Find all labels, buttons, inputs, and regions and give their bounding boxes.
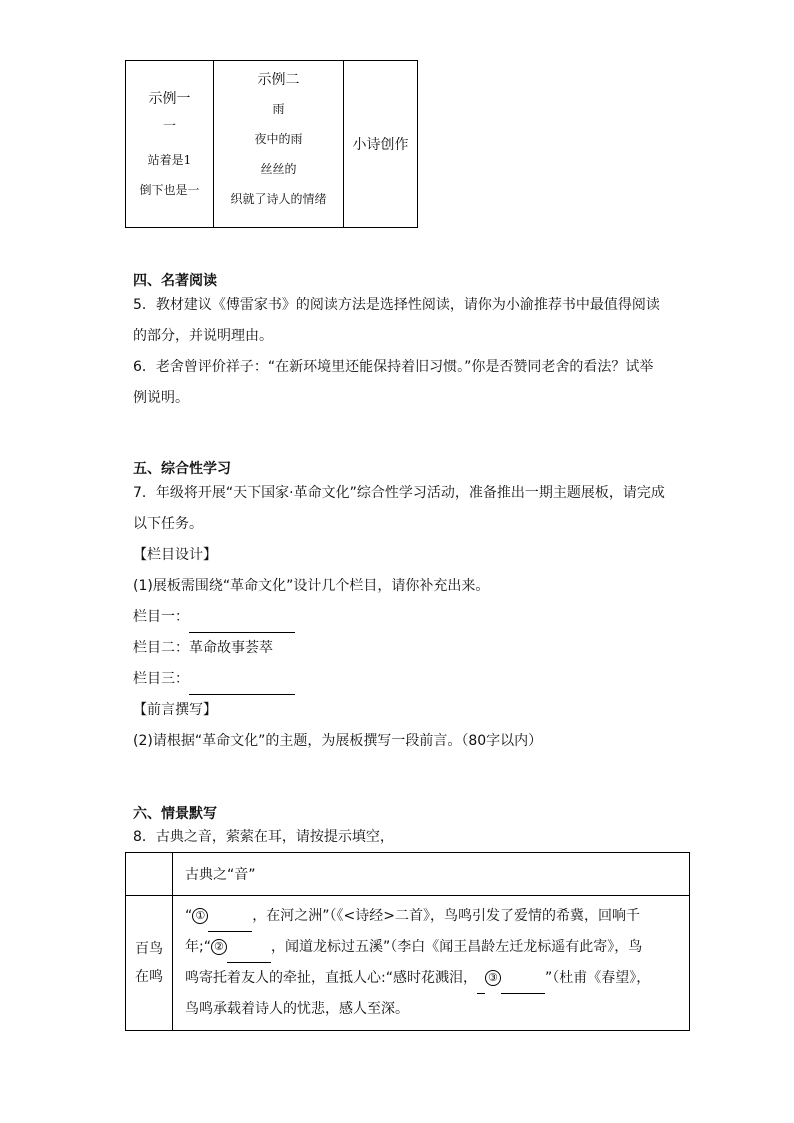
question-6	[133, 352, 693, 414]
answer-blank-3[interactable]	[501, 976, 545, 994]
fill-line-2	[185, 932, 681, 963]
fill-line-4: 鸟鸣承载着诗人的忧悲，感人至深。	[185, 1001, 409, 1017]
q5-line1: 5．教材建议《傅雷家书》的阅读方法是选择性阅读，请你为小渝推荐书中最值得阅读	[133, 297, 660, 313]
fill-line-1-text: ，在河之洲”（《<诗经>二首》，鸟鸣引发了爱情的希冀，回响千	[252, 908, 640, 924]
example-one-title: 示例一	[148, 91, 191, 107]
column-one	[133, 602, 693, 633]
part1-question: (1)展板需围绕“革命文化”设计几个栏目，请你补充出来。	[133, 578, 490, 594]
section6-heading: 六、情景默写	[133, 806, 217, 822]
row-label-line2: 在鸣	[135, 969, 163, 985]
q5-line2: 的部分，并说明理由。	[133, 328, 273, 344]
part2-title: 【前言撰写】	[133, 702, 217, 718]
section5-heading: 五、综合性学习	[133, 461, 231, 477]
poem-creation-label: 小诗创作	[352, 137, 409, 153]
example-two-title: 示例二	[257, 72, 300, 88]
answer-blank-1[interactable]	[208, 914, 252, 932]
example-two-line: 织就了诗人的情绪	[230, 192, 327, 206]
row-label-line1: 百鸟	[135, 941, 163, 957]
answer-blank-3-lead[interactable]	[477, 976, 485, 994]
example-two-line: 丝丝的	[260, 162, 297, 176]
blank-marker-2: ②	[211, 939, 227, 955]
example-one-line2: 倒下也是一	[139, 183, 200, 197]
question-7	[133, 478, 693, 757]
example-table	[125, 60, 418, 228]
fill-line-3-end: ”（杜甫《春望》，	[544, 970, 651, 986]
example-one-dash: 一	[162, 119, 176, 134]
poem-creation-cell	[344, 61, 418, 228]
fill-line-2-start: 年;“	[185, 939, 211, 955]
example-one-line1: 站着是1	[147, 153, 192, 167]
row-label-cell	[126, 896, 173, 1031]
q7-line2: 以下任务。	[133, 516, 203, 532]
column-one-label: 栏目一：	[133, 609, 189, 625]
question-8: 8．古典之音，萦萦在耳，请按提示填空，	[133, 829, 394, 845]
blank-marker-3: ③	[485, 970, 501, 986]
q6-line2: 例说明。	[133, 390, 189, 406]
column-three-label: 栏目三：	[133, 671, 189, 687]
column-two: 栏目二：革命故事荟萃	[133, 640, 273, 656]
table-header: 古典之“音”	[173, 853, 690, 896]
example-two-cell	[214, 61, 344, 228]
section4-heading: 四、名著阅读	[133, 273, 217, 289]
example-one-cell	[126, 61, 214, 228]
fill-line-1	[185, 901, 681, 932]
part2-question: (2)请根据“革命文化”的主题，为展板撰写一段前言。（80字以内）	[133, 733, 543, 749]
open-quote: “	[185, 908, 193, 924]
column-one-blank[interactable]	[189, 615, 295, 633]
fill-line-3	[185, 963, 681, 994]
example-two-line: 夜中的雨	[254, 132, 303, 146]
classic-sound-table	[125, 852, 690, 1031]
column-three	[133, 664, 693, 695]
fill-line-3-text: 鸣寄托着友人的牵扯，直抵人心:“感时花溅泪，	[185, 970, 477, 986]
part1-title: 【栏目设计】	[133, 547, 217, 563]
fill-in-cell	[173, 896, 690, 1031]
q6-line1: 6．老舍曾评价祥子：“在新环境里还能保持着旧习惯。”你是否赞同老舍的看法？试举	[133, 359, 654, 375]
answer-blank-2[interactable]	[227, 945, 271, 963]
example-two-line: 雨	[272, 102, 285, 116]
q7-line1: 7．年级将开展“天下国家·革命文化”综合性学习活动，准备推出一期主题展板，请完成	[133, 485, 665, 501]
blank-marker-1: ①	[192, 908, 208, 924]
fill-line-2-text: ，闻道龙标过五溪”（李白《闻王昌龄左迁龙标遥有此寄》，鸟	[270, 939, 643, 955]
question-5	[133, 290, 693, 352]
empty-header-cell	[126, 853, 173, 896]
column-three-blank[interactable]	[189, 677, 295, 695]
